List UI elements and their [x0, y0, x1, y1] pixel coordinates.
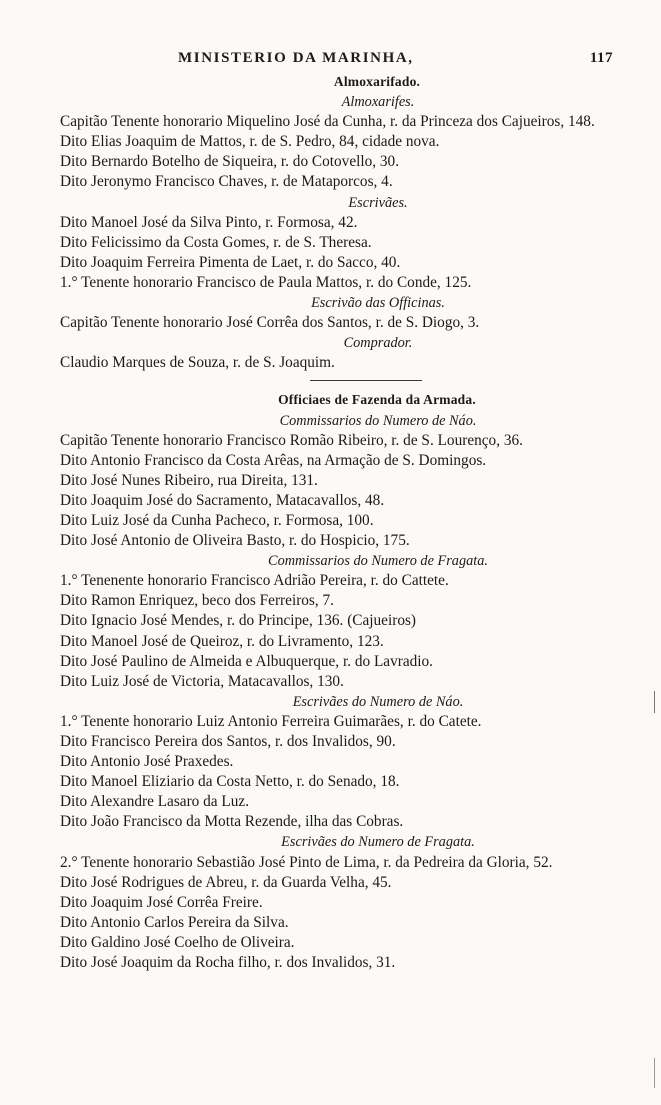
entry-almoxarife-3: Dito Bernardo Botelho de Siqueira, r. do Cotovello, 30. — [60, 153, 400, 171]
entry-escrivao-nao-1: 1.° Tenente honorario Luiz Antonio Ferreira Guimarães, r. do Catete. — [60, 712, 482, 730]
entry-commissario-fragata-3: Dito Ignacio José Mendes, r. do Principe, 136. (Cajueiros) — [60, 612, 417, 630]
entry-escrivao-fragata-3: Dito Joaquim José Corrêa Freire. — [60, 893, 263, 911]
entry-escrivao-fragata-6: Dito José Joaquim da Rocha filho, r. dos Invalidos, 31. — [60, 954, 396, 972]
entry-escrivao-fragata-1: 2.° Tenente honorario Sebastião José Pinto de Lima, r. da Pedreira da Gloria, 52. — [60, 853, 553, 871]
entry-commissario-fragata-5: Dito José Paulino de Almeida e Albuquerque, r. do Lavradio. — [60, 652, 434, 670]
subheading-escrivaes-nao: Escrivães do Numero de Náo. — [292, 693, 464, 710]
entry-escrivao-nao-5: Dito Alexandre Lasaro da Luz. — [60, 793, 250, 811]
entry-commissario-nao-5: Dito Luiz José da Cunha Pacheco, r. Formosa, 100. — [60, 511, 374, 529]
page-edge-mark-upper — [654, 691, 655, 713]
entry-almoxarife-4: Dito Jeronymo Francisco Chaves, r. de Mataporcos, 4. — [60, 173, 393, 191]
entry-commissario-fragata-2: Dito Ramon Enriquez, beco dos Ferreiros, 7. — [60, 592, 335, 610]
entry-escrivao-nao-2: Dito Francisco Pereira dos Santos, r. dos Invalidos, 90. — [60, 733, 396, 750]
subheading-escrivaes: Escrivães. — [348, 194, 408, 211]
section-divider — [310, 380, 422, 381]
running-title: MINISTERIO DA MARINHA, — [178, 50, 414, 66]
entry-escrivao-fragata-2: Dito José Rodrigues de Abreu, r. da Guarda Velha, 45. — [60, 873, 392, 891]
text-block — [60, 72, 620, 973]
page-edge-mark-lower — [654, 1058, 655, 1088]
entry-commissario-fragata-1: 1.° Tenenente honorario Francisco Adrião Pereira, r. do Cattete. — [60, 572, 449, 590]
section-heading-almoxarifado: Almoxarifado. — [333, 74, 421, 89]
entry-commissario-nao-1: Capitão Tenente honorario Francisco Romão Ribeiro, r. de S. Lourenço, 36. — [60, 431, 523, 449]
entry-commissario-fragata-6: Dito Luiz José de Victoria, Matacavallos, 130. — [60, 672, 344, 690]
subheading-escrivaes-fragata: Escrivães do Numero de Fragata. — [281, 834, 475, 851]
entry-escrivao-nao-4: Dito Manoel Eliziario da Costa Netto, r. do Senado, 18. — [60, 773, 400, 791]
entry-escrivao-2: Dito Felicissimo da Costa Gomes, r. de S. Theresa. — [60, 233, 372, 251]
entry-comprador-1: Claudio Marques de Souza, r. de S. Joaquim. — [60, 354, 335, 372]
subheading-comprador: Comprador. — [343, 335, 413, 352]
entry-escrivao-fragata-4: Dito Antonio Carlos Pereira da Silva. — [60, 913, 289, 931]
subheading-escrivao-officinas: Escrivão das Officinas. — [311, 295, 445, 312]
entry-escrivao-fragata-5: Dito Galdino José Coelho de Oliveira. — [60, 933, 295, 951]
entry-escrivao-nao-6: Dito João Francisco da Motta Rezende, ilha das Cobras. — [60, 813, 404, 831]
running-header — [0, 50, 661, 74]
entry-commissario-nao-3: Dito José Nunes Ribeiro, rua Direita, 131. — [60, 471, 318, 489]
section-heading-officiaes-fazenda: Officiaes de Fazenda da Armada. — [278, 392, 476, 408]
subheading-commissarios-nao: Commissarios do Numero de Náo. — [279, 412, 477, 429]
entry-almoxarife-2: Dito Elias Joaquim de Mattos, r. de S. Pedro, 84, cidade nova. — [60, 133, 440, 151]
entry-commissario-nao-6: Dito José Antonio de Oliveira Basto, r. do Hospicio, 175. — [60, 532, 410, 550]
entry-commissario-fragata-4: Dito Manoel José de Queiroz, r. do Livramento, 123. — [60, 632, 384, 650]
entry-escrivao-officinas-1: Capitão Tenente honorario José Corrêa dos Santos, r. de S. Diogo, 3. — [60, 314, 480, 332]
entry-escrivao-4: 1.° Tenente honorario Francisco de Paula Mattos, r. do Conde, 125. — [60, 273, 472, 291]
subheading-almoxarifes: Almoxarifes. — [341, 94, 415, 111]
entry-escrivao-nao-3: Dito Antonio José Praxedes. — [60, 753, 234, 771]
entry-almoxarife-1: Capitão Tenente honorario Miquelino José da Cunha, r. da Princeza dos Cajueiros, 148. — [60, 113, 595, 131]
entry-commissario-nao-4: Dito Joaquim José do Sacramento, Matacavallos, 48. — [60, 491, 385, 509]
page-number: 117 — [589, 50, 613, 66]
entry-commissario-nao-2: Dito Antonio Francisco da Costa Arêas, na Armação de S. Domingos. — [60, 451, 487, 469]
subheading-commissarios-fragata: Commissarios do Numero de Fragata. — [268, 553, 488, 570]
entry-escrivao-1: Dito Manoel José da Silva Pinto, r. Formosa, 42. — [60, 213, 358, 231]
entry-escrivao-3: Dito Joaquim Ferreira Pimenta de Laet, r. do Sacco, 40. — [60, 253, 401, 271]
